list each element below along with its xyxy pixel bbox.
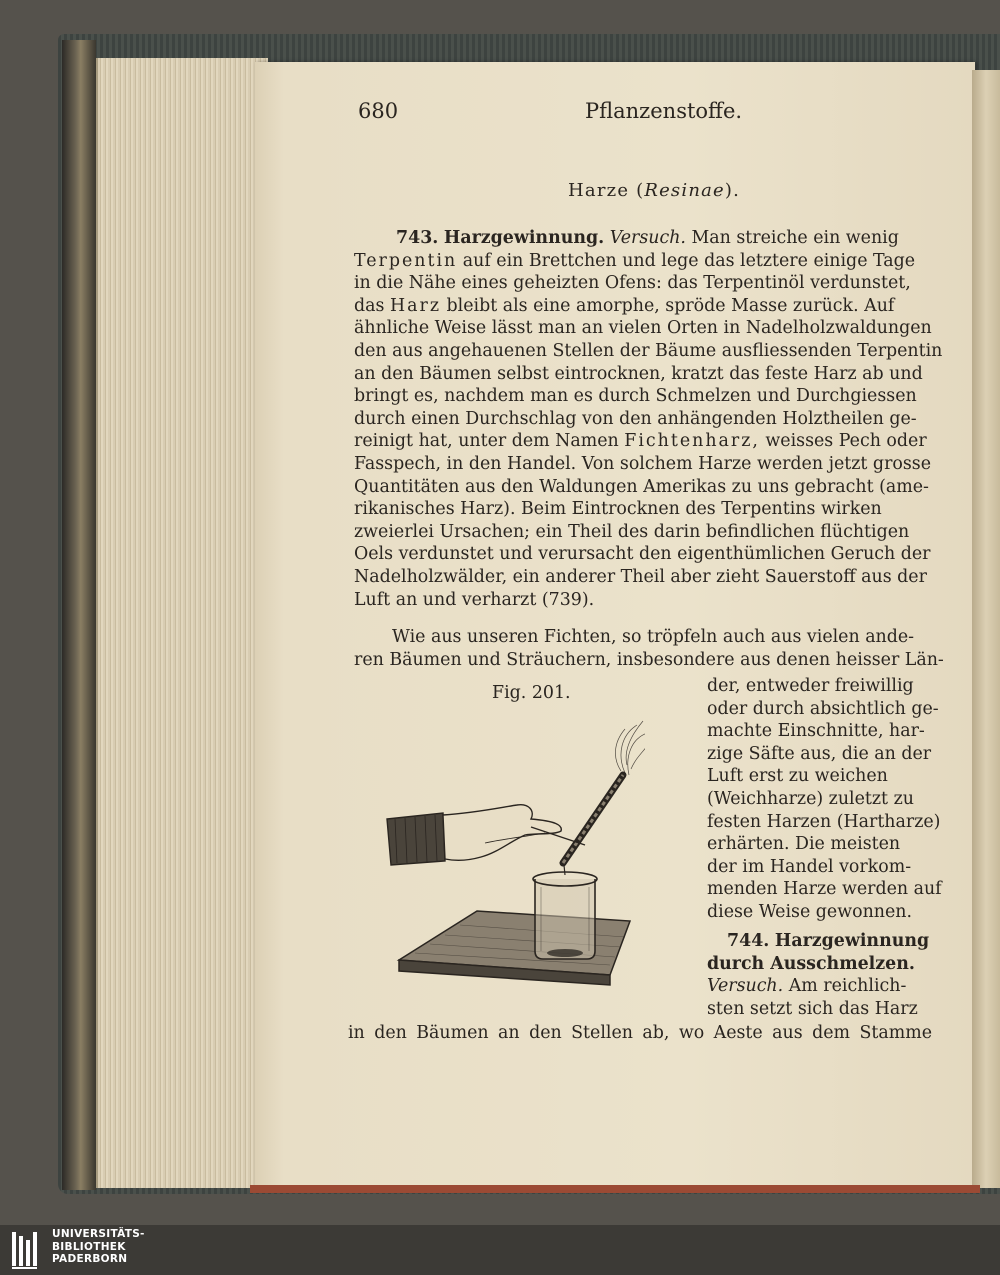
burning-wood-stick (563, 775, 623, 875)
text-line: an den Bäumen selbst eintrocknen, kratzt das feste Harz ab und (354, 363, 923, 384)
section-title-latin: Resinae (644, 180, 725, 201)
text-line: ren Bäumen und Sträuchern, insbesondere aus denen heisser Län- (354, 649, 944, 670)
text-line: der im Handel vorkom- (707, 856, 912, 877)
text-line: machte Einschnitte, har- (707, 721, 925, 742)
library-logo-text (52, 1228, 145, 1266)
text-line: Luft an und verharzt (739). (354, 589, 595, 610)
logo-line: UNIVERSITÄTS- (52, 1228, 145, 1240)
footer-bar (0, 1225, 1000, 1275)
text-line: diese Weise gewonnen. (707, 901, 912, 922)
text-line (354, 430, 938, 453)
text-line: den aus angehauenen Stellen der Bäume ausfliessenden Terpentin (354, 340, 943, 361)
glass-beaker (533, 872, 597, 959)
text-line: festen Harzen (Hartharze) (707, 811, 941, 832)
paragraph-resin-trees-continued (707, 675, 942, 924)
paragraph-heading: Harzgewinnung (774, 931, 930, 951)
hand-holding-stick (387, 805, 585, 865)
text-line: Fasspech, in den Handel. Von solchem Harze werden jetzt grosse (354, 453, 931, 474)
line-text: bleibt als eine amorphe, spröde Masse zurück. Auf (446, 295, 895, 316)
text-line: ähnliche Weise lässt man an vielen Orten in Nadelholzwaldungen (354, 318, 932, 339)
logo-line: BIBLIOTHEK (52, 1240, 126, 1253)
text-line: in die Nähe eines geheizten Ofens: das Terpentinöl verdunstet, (354, 273, 911, 294)
line-text: weisses Pech oder (765, 431, 927, 452)
paragraph-resin-trees (354, 626, 944, 671)
text-line: sten setzt sich das Harz (707, 998, 918, 1019)
text-line (707, 975, 933, 998)
text-line (354, 295, 938, 318)
logo-line: PADERBORN (52, 1253, 128, 1265)
book-spine (62, 40, 96, 1190)
line-text: Am reichlich- (788, 976, 907, 997)
text-line (354, 227, 938, 250)
figure-illustration (385, 715, 645, 995)
text-line: Nadelholzwälder, ein anderer Theil aber zieht Sauerstoff aus der (354, 566, 927, 587)
text-line: rikanisches Harz). Beim Eintrocknen des Terpentins wirken (354, 499, 882, 520)
spaced-term: Fichtenharz, (624, 431, 760, 452)
text-line: (Weichharze) zuletzt zu (707, 788, 914, 809)
smoke-plume (615, 721, 645, 775)
paragraph-743 (354, 227, 943, 611)
figure-caption: Fig. 201. (492, 683, 571, 703)
text-line: Oels verdunstet und verursacht den eigenthümlichen Geruch der (354, 544, 931, 565)
text-line: durch einen Durchschlag von den anhängenden Holztheilen ge- (354, 408, 917, 429)
spaced-term: Harz (389, 295, 441, 316)
page-number: 680 (358, 99, 399, 123)
paragraph-number: 744. (727, 931, 770, 951)
page-stack-edges (96, 58, 268, 1188)
section-title (568, 180, 740, 203)
text-line: zige Säfte aus, die an der (707, 743, 932, 764)
versuch-label: Versuch. (609, 228, 686, 248)
section-title-text: Harze ( (568, 180, 645, 201)
paragraph-744 (707, 930, 933, 1020)
text-line: menden Harze werden auf (707, 879, 942, 900)
spaced-term: Terpentin (354, 250, 458, 271)
facing-page-edge (972, 70, 1000, 1188)
paragraph-heading: Harzgewinnung. (443, 228, 605, 248)
line-text: Man streiche ein wenig (691, 228, 899, 248)
text-line: Wie aus unseren Fichten, so tröpfeln auch aus vielen ande- (392, 627, 915, 647)
running-head: Pflanzenstoffe. (585, 99, 743, 123)
section-title-close: ). (724, 180, 741, 201)
text-line: erhärten. Die meisten (707, 834, 901, 855)
text-line: Luft erst zu weichen (707, 766, 888, 787)
paragraph-heading-continued: durch Ausschmelzen. (707, 953, 915, 974)
text-line: in den Bäumen an den Stellen ab, wo Aeste aus dem Stamme (348, 1023, 932, 1043)
text-line: Quantitäten aus den Waldungen Amerikas zu uns gebracht (ame- (354, 476, 929, 497)
paragraph-number: 743. (396, 228, 439, 248)
line-text: auf ein Brettchen und lege das letztere einige Tage (462, 250, 916, 271)
text-line (354, 250, 938, 273)
line-text: reinigt hat, unter dem Namen (354, 431, 619, 452)
text-line (707, 930, 933, 953)
versuch-label: Versuch. (707, 976, 784, 997)
line-text: das (354, 295, 385, 316)
text-line: oder durch absichtlich ge- (707, 698, 939, 719)
library-logo-icon (10, 1228, 44, 1270)
text-line: der, entweder freiwillig (707, 676, 914, 696)
text-line: zweierlei Ursachen; ein Theil des darin befindlichen flüchtigen (354, 521, 910, 542)
text-line: bringt es, nachdem man es durch Schmelzen und Durchgiessen (354, 386, 917, 407)
page-bottom-edge (250, 1185, 980, 1193)
